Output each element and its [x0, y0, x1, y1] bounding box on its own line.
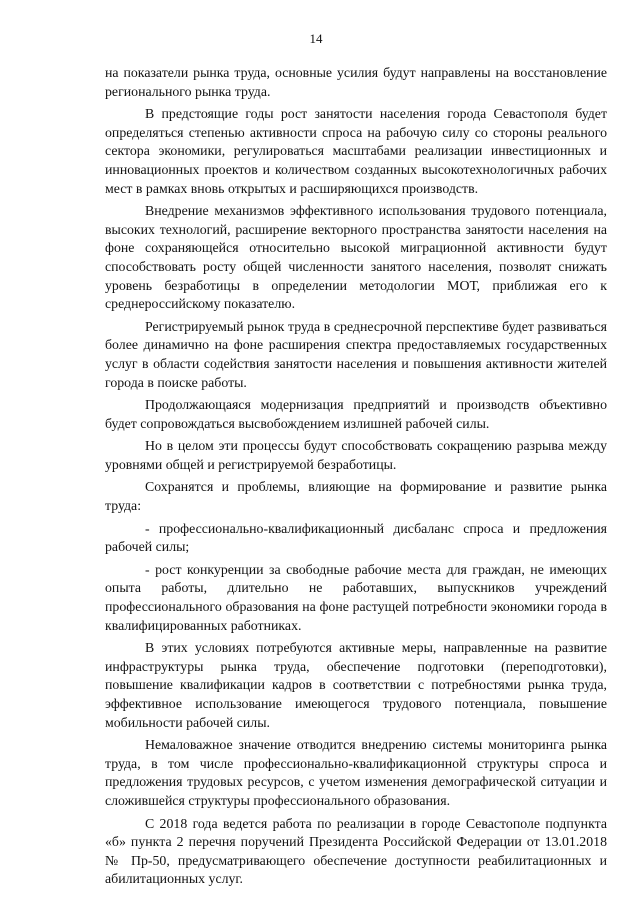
paragraph: С 2018 года ведется работа по реализации в городе Севастополе подпункта «б» пункта 2 перечня поручений Президента Российской Федерации от 13.01.2018 № Пр-50, предусматривающего обеспечение доступности реабилитационных и абилитационных услуг. [105, 815, 607, 887]
paragraph: Продолжающаяся модернизация предприятий и производств объективно будет сопровождаться высвобождением излишней рабочей силы. [105, 397, 607, 431]
paragraph: на показатели рынка труда, основные усилия будут направлены на восстановление регионального рынка труда. [105, 65, 607, 99]
paragraph: В предстоящие годы рост занятости населения города Севастополя будет определяться степенью активности спроса на рабочую силу со стороны реального сектора экономики, регулироваться масштабами реализации инвестиционных и инновационных проектов и количеством созданных высокотехнологичных рабочих мест в рамках вновь открытых и расширяющихся производств. [105, 106, 607, 196]
paragraph: Регистрируемый рынок труда в среднесрочной перспективе будет развиваться более динамично на фоне расширения спектра предоставляемых государственных услуг в области содействия занятости населения и повышения активности жителей города в поиске работы. [105, 318, 607, 390]
paragraph: Немаловажное значение отводится внедрению системы мониторинга рынка труда, в том числе профессионально-квалификационной структуры спроса и предложения трудовых ресурсов, с учетом изменения демографической ситуации и сложившейся структуры профессионального образования. [105, 737, 607, 808]
list-item: - профессионально-квалификационный дисбаланс спроса и предложения рабочей силы; [105, 520, 607, 555]
paragraph: Сохранятся и проблемы, влияющие на формирование и развитие рынка труда: [105, 479, 607, 514]
paragraph: Внедрение механизмов эффективного использования трудового потенциала, высоких технологий, расширение векторного пространства занятости населения на фоне сохраняющейся относительно высокой миграционной активности будут способствовать росту общей численности занятого населения, позволят снижать уровень безработицы в определении методологии МОТ, приближая его к среднероссийскому показателю. [105, 203, 607, 312]
paragraph: Но в целом эти процессы будут способствовать сокращению разрыва между уровнями общей и регистрируемой безработицы. [105, 438, 607, 472]
document-body [105, 64, 607, 893]
page-number: 14 [309, 31, 323, 46]
list-item: - рост конкуренции за свободные рабочие места для граждан, не имеющих опыта работы, длительно не работавших, выпускников учреждений профессионального образования на фоне растущей потребности экономики города в квалифицированных работниках. [105, 561, 607, 633]
paragraph: В этих условиях потребуются активные меры, направленные на развитие инфраструктуры рынка труда, обеспечение подготовки (переподготовки), повышение квалификации кадров в соответствии с потребностями рынка труда, эффективное использование имеющегося трудового потенциала, повышение мобильности рабочей силы. [105, 640, 607, 730]
